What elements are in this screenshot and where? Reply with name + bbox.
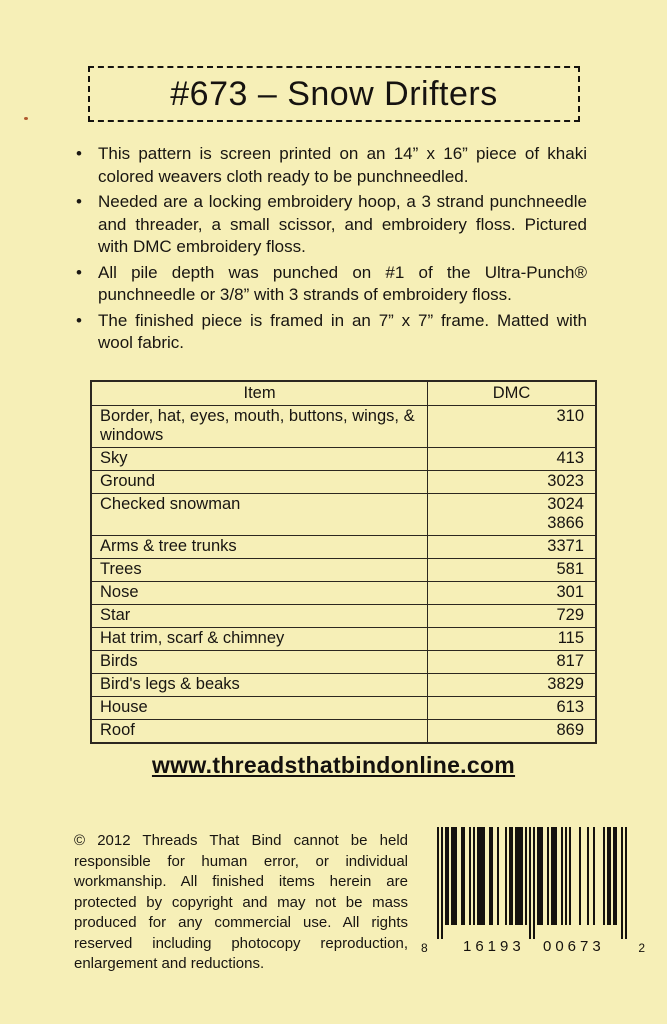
item-cell: Hat trim, scarf & chimney <box>91 628 428 651</box>
item-cell: House <box>91 697 428 720</box>
barcode-group1: 16193 <box>463 938 525 955</box>
table-row <box>91 494 596 536</box>
paper-speck <box>24 117 28 120</box>
website-line <box>0 752 667 779</box>
item-cell: Sky <box>91 448 428 471</box>
dmc-value: 3371 <box>547 537 584 555</box>
item-cell: Nose <box>91 582 428 605</box>
dmc-value: 581 <box>556 560 584 578</box>
bullet-text: This pattern is screen printed on an 14” x 16” piece of khaki colored weavers cloth ready to be punchneedled. <box>98 144 587 186</box>
dmc-cell <box>428 674 596 697</box>
item-cell: Arms & tree trunks <box>91 536 428 559</box>
dmc-value: 3829 <box>547 675 584 693</box>
barcode-left-digit: 8 <box>421 941 428 955</box>
bullet-item <box>60 191 587 259</box>
dmc-value: 3023 <box>547 472 584 490</box>
dmc-cell <box>428 406 596 448</box>
dmc-value: 869 <box>556 721 584 739</box>
table-header-row <box>91 381 596 406</box>
dmc-cell <box>428 720 596 744</box>
barcode-right-digit: 2 <box>638 941 645 955</box>
dmc-cell <box>428 582 596 605</box>
table-row <box>91 720 596 744</box>
column-header-dmc: DMC <box>428 381 596 406</box>
table-row <box>91 536 596 559</box>
dmc-cell <box>428 494 596 536</box>
table-row <box>91 582 596 605</box>
bullet-dot-icon: • <box>76 310 82 330</box>
table-row <box>91 651 596 674</box>
column-header-item: Item <box>91 381 428 406</box>
page-title: #673 – Snow Drifters <box>170 74 498 113</box>
dmc-value: 613 <box>556 698 584 716</box>
bullet-text: All pile depth was punched on #1 of the Ultra-Punch® punchneedle or 3/8” with 3 strands of embroidery floss. <box>98 262 587 304</box>
dmc-value: 413 <box>556 449 584 467</box>
bullet-item <box>60 143 587 188</box>
item-cell: Border, hat, eyes, mouth, buttons, wings, & windows <box>91 406 428 448</box>
dmc-cell <box>428 651 596 674</box>
dmc-cell <box>428 559 596 582</box>
barcode-bars <box>437 827 629 939</box>
item-cell: Bird's legs & beaks <box>91 674 428 697</box>
dmc-cell <box>428 471 596 494</box>
bullet-dot-icon: • <box>76 192 82 211</box>
dmc-cell <box>428 448 596 471</box>
dmc-value: 817 <box>556 652 584 670</box>
copyright-text: © 2012 Threads That Bind cannot be held responsible for human error, or individual workmanship. All finished items herein are protected by copyright and may not be mass produced for any commercial use. All rights reserved including photocopy reproduction, enlargement and reductions. <box>74 832 408 972</box>
title-box <box>88 66 580 122</box>
item-cell: Birds <box>91 651 428 674</box>
barcode-digits <box>421 937 645 955</box>
website-url: www.threadsthatbindonline.com <box>151 752 516 778</box>
dmc-value: 301 <box>556 583 584 601</box>
table-row <box>91 674 596 697</box>
table-row <box>91 406 596 448</box>
dmc-value: 310 <box>556 407 584 425</box>
dmc-cell <box>428 605 596 628</box>
item-cell: Roof <box>91 720 428 744</box>
dmc-value: 729 <box>556 606 584 624</box>
bullet-dot-icon: • <box>76 262 82 282</box>
bullet-text: The finished piece is framed in an 7” x 7” frame. Matted with wool fabric. <box>98 310 587 352</box>
table-row <box>91 697 596 720</box>
dmc-value: 3866 <box>547 514 584 532</box>
bullet-item <box>60 262 587 307</box>
upc-barcode <box>421 827 645 957</box>
dmc-cell <box>428 536 596 559</box>
table-row <box>91 448 596 471</box>
table-row <box>91 605 596 628</box>
dmc-value: 3024 <box>547 495 584 513</box>
item-cell: Checked snowman <box>91 494 428 536</box>
dmc-cell <box>428 697 596 720</box>
table-row <box>91 628 596 651</box>
item-cell: Trees <box>91 559 428 582</box>
item-cell: Star <box>91 605 428 628</box>
bullet-item <box>60 310 587 355</box>
bullet-dot-icon: • <box>76 144 82 163</box>
table-row <box>91 471 596 494</box>
item-cell: Ground <box>91 471 428 494</box>
bullet-list <box>60 143 587 358</box>
dmc-value: 115 <box>557 629 584 647</box>
floss-table-body <box>91 406 596 744</box>
table-row <box>91 559 596 582</box>
bullet-text: Needed are a locking embroidery hoop, a 3 strand punchneedle and threader, a small scissor, and embroidery floss. Pictured with DMC embroidery floss. <box>98 192 587 256</box>
barcode-group2: 00673 <box>543 938 605 955</box>
dmc-cell <box>428 628 596 651</box>
floss-table <box>90 380 597 744</box>
barcode-bar <box>625 827 627 939</box>
